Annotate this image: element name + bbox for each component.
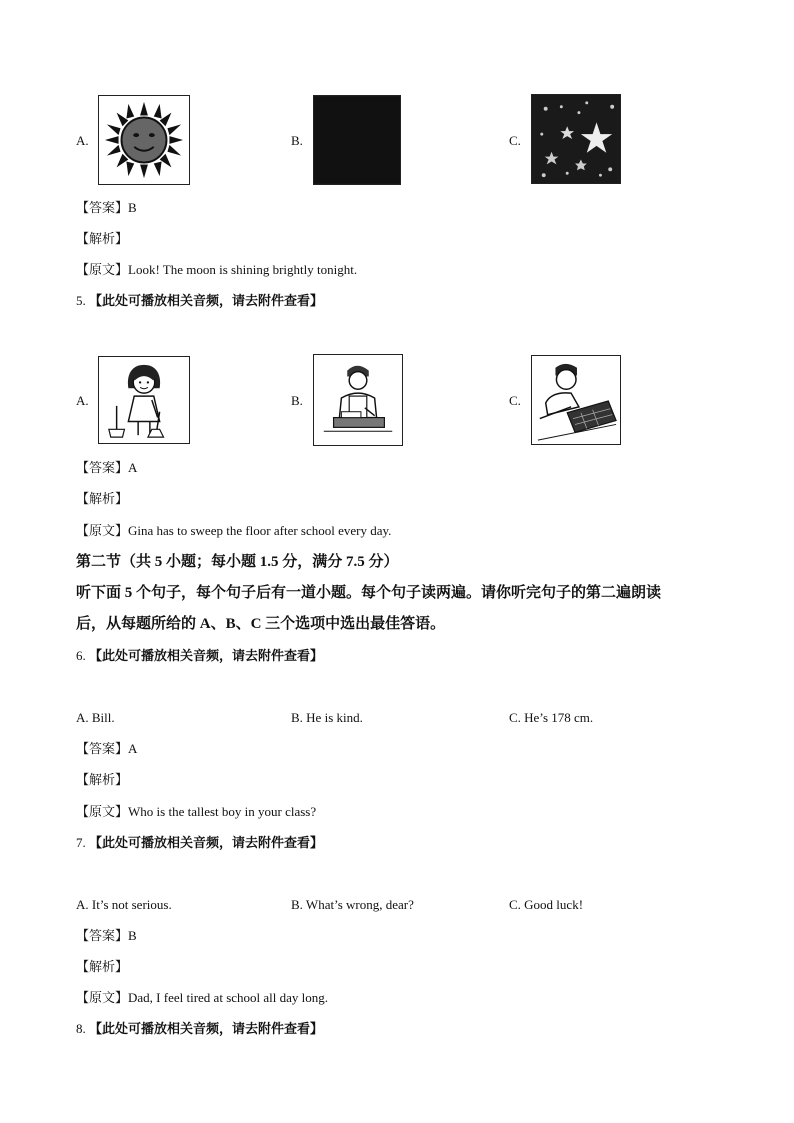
girl-sweeping-icon bbox=[99, 357, 189, 443]
q7-option-b: B. What’s wrong, dear? bbox=[291, 897, 414, 912]
stars-icon bbox=[532, 95, 620, 183]
q5-option-a-label: A. bbox=[76, 393, 89, 408]
question-number: 7. bbox=[76, 835, 86, 850]
original-text: Look! The moon is shining brightly tonight. bbox=[128, 262, 358, 277]
answer-value: A bbox=[128, 460, 138, 475]
answer-tag: 【答案】 bbox=[76, 741, 129, 756]
q4-answer bbox=[76, 200, 137, 216]
original-tag: 【原文】 bbox=[76, 804, 129, 819]
question-number: 8. bbox=[76, 1021, 86, 1036]
q5-option-b-label: B. bbox=[291, 393, 303, 408]
boy-typing-icon bbox=[532, 356, 620, 444]
q6-option-c: C. He’s 178 cm. bbox=[509, 710, 594, 725]
q5-option-c-picture bbox=[531, 355, 621, 445]
q4-analysis: 【解析】 bbox=[76, 231, 129, 246]
q5-option-a-picture bbox=[98, 356, 190, 444]
original-tag: 【原文】 bbox=[76, 990, 129, 1005]
q4-original bbox=[76, 262, 357, 278]
q6-original bbox=[76, 804, 316, 820]
section2-instruction-1: 听下面 5 个句子，每个句子后有一道小题。每个句子读两遍。请你听完句子的第二遍朗读 bbox=[76, 585, 662, 601]
q8-header bbox=[76, 1021, 323, 1037]
q4-option-b-picture bbox=[313, 95, 401, 185]
q7-original bbox=[76, 990, 328, 1006]
q5-original bbox=[76, 523, 391, 539]
q7-option-a: A. It’s not serious. bbox=[76, 897, 172, 912]
answer-tag: 【答案】 bbox=[76, 928, 129, 943]
answer-tag: 【答案】 bbox=[76, 200, 129, 215]
original-text: Who is the tallest boy in your class? bbox=[128, 804, 317, 819]
section2-title: 第二节（共 5 小题；每小题 1.5 分，满分 7.5 分） bbox=[76, 554, 399, 570]
original-text: Dad, I feel tired at school all day long. bbox=[128, 990, 329, 1005]
section2-instruction-2: 后，从每题所给的 A、B、C 三个选项中选出最佳答语。 bbox=[76, 616, 446, 632]
q6-option-a: A. Bill. bbox=[76, 710, 115, 725]
q5-answer bbox=[76, 460, 137, 476]
q6-option-b: B. He is kind. bbox=[291, 710, 363, 725]
q4-option-b-label: B. bbox=[291, 133, 303, 148]
q6-header bbox=[76, 648, 323, 664]
answer-value: B bbox=[128, 200, 137, 215]
original-tag: 【原文】 bbox=[76, 523, 129, 538]
question-number: 5. bbox=[76, 293, 86, 308]
q5-option-c-label: C. bbox=[509, 393, 521, 408]
q4-option-a-picture bbox=[98, 95, 190, 185]
answer-value: A bbox=[128, 741, 138, 756]
sun-icon bbox=[99, 96, 189, 184]
q5-analysis: 【解析】 bbox=[76, 491, 129, 506]
person-cooking-icon bbox=[314, 355, 402, 445]
q4-option-c-picture bbox=[531, 94, 621, 184]
audio-note[interactable]: 【此处可播放相关音频，请去附件查看】 bbox=[89, 835, 324, 850]
q7-option-c: C. Good luck! bbox=[509, 897, 584, 912]
audio-note[interactable]: 【此处可播放相关音频，请去附件查看】 bbox=[89, 1021, 324, 1036]
q4-option-c-label: C. bbox=[509, 133, 521, 148]
question-number: 6. bbox=[76, 648, 86, 663]
audio-note[interactable]: 【此处可播放相关音频，请去附件查看】 bbox=[89, 293, 324, 308]
q7-header bbox=[76, 835, 323, 851]
moon-icon bbox=[314, 96, 400, 184]
original-text: Gina has to sweep the floor after school every day. bbox=[128, 523, 392, 538]
q4-option-a-label: A. bbox=[76, 133, 89, 148]
q6-answer bbox=[76, 741, 137, 757]
q5-option-b-picture bbox=[313, 354, 403, 446]
q7-answer bbox=[76, 928, 137, 944]
answer-value: B bbox=[128, 928, 137, 943]
answer-tag: 【答案】 bbox=[76, 460, 129, 475]
original-tag: 【原文】 bbox=[76, 262, 129, 277]
q6-analysis: 【解析】 bbox=[76, 772, 129, 787]
q5-header bbox=[76, 293, 323, 309]
q7-analysis: 【解析】 bbox=[76, 959, 129, 974]
audio-note[interactable]: 【此处可播放相关音频，请去附件查看】 bbox=[89, 648, 324, 663]
